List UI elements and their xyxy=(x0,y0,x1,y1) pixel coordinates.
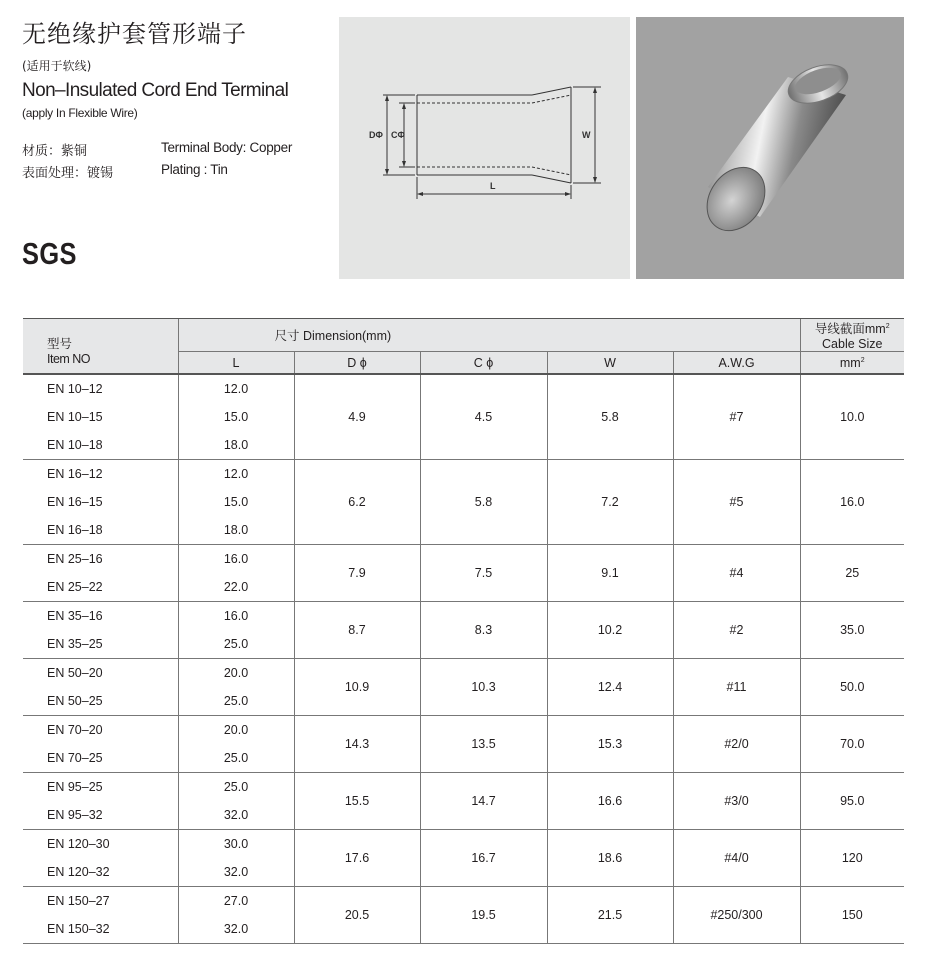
length-cell: 25.0 xyxy=(178,773,294,802)
cable-size-header-cn: 导线截面mm xyxy=(814,322,886,336)
cable-size-header-sup: 2 xyxy=(885,322,890,330)
length-cell: 30.0 xyxy=(178,830,294,859)
product-photo xyxy=(636,17,904,279)
outer-diameter-cell: 6.2 xyxy=(294,460,420,545)
length-cell: 12.0 xyxy=(178,374,294,403)
length-l-label: L xyxy=(490,181,496,191)
col-header-c: C ϕ xyxy=(420,352,547,375)
width-cell: 18.6 xyxy=(547,830,673,887)
width-w-label: W xyxy=(582,130,591,140)
cable-mm2-cell: 150 xyxy=(800,887,904,944)
plating-value: Plating : Tin xyxy=(161,162,228,177)
inner-diameter-cell: 7.5 xyxy=(420,545,547,602)
sgs-certification-mark: SGS xyxy=(22,236,77,271)
width-cell: 7.2 xyxy=(547,460,673,545)
table-row xyxy=(23,773,904,802)
item-number-cell: EN 10–12 xyxy=(47,382,103,396)
item-number-cell: EN 95–32 xyxy=(23,801,178,830)
item-number-cell: EN 120–32 xyxy=(23,858,178,887)
length-cell: 20.0 xyxy=(178,716,294,745)
col-header-mm2-text: mm xyxy=(839,355,861,370)
cable-mm2-cell: 95.0 xyxy=(800,773,904,830)
length-cell: 32.0 xyxy=(178,801,294,830)
table-row xyxy=(23,887,904,916)
table-row xyxy=(23,545,904,574)
product-title-en: Non–Insulated Cord End Terminal xyxy=(22,80,289,101)
awg-cell: #3/0 xyxy=(673,773,800,830)
col-header-d: D ϕ xyxy=(294,352,420,375)
col-header-mm2-sup: 2 xyxy=(860,356,865,364)
awg-cell: #250/300 xyxy=(673,887,800,944)
product-subtitle-cn: (适用于软线) xyxy=(22,59,92,73)
material-label: 材质：紫铜 xyxy=(22,144,88,159)
diameter-c-label: CΦ xyxy=(391,130,405,140)
item-number-cell: EN 95–25 xyxy=(47,780,103,794)
table-row xyxy=(23,602,904,631)
item-number-cell: EN 70–25 xyxy=(23,744,178,773)
item-number-cell: EN 150–32 xyxy=(23,915,178,944)
item-number-cell: EN 35–16 xyxy=(47,609,103,623)
item-number-cell: EN 70–20 xyxy=(47,723,103,737)
terminal-dimension-drawing xyxy=(339,17,630,279)
awg-cell: #4 xyxy=(673,545,800,602)
length-cell: 18.0 xyxy=(178,516,294,545)
awg-cell: #7 xyxy=(673,374,800,460)
table-row xyxy=(23,716,904,745)
awg-cell: #2/0 xyxy=(673,716,800,773)
item-header-en: Item NO xyxy=(23,352,178,375)
table-body xyxy=(23,374,904,944)
inner-diameter-cell: 10.3 xyxy=(420,659,547,716)
item-number-cell: EN 25–16 xyxy=(47,552,103,566)
item-number-cell: EN 120–30 xyxy=(47,837,110,851)
length-cell: 25.0 xyxy=(178,744,294,773)
awg-cell: #4/0 xyxy=(673,830,800,887)
item-number-cell: EN 16–12 xyxy=(47,467,103,481)
cable-size-header-en: Cable Size xyxy=(822,337,883,351)
cable-size-header xyxy=(800,319,904,352)
product-title-cn: 无绝缘护套管形端子 xyxy=(22,20,247,48)
col-header-awg: A.W.G xyxy=(673,352,800,375)
item-number-cell: EN 50–25 xyxy=(23,687,178,716)
outer-diameter-cell: 15.5 xyxy=(294,773,420,830)
length-cell: 12.0 xyxy=(178,460,294,489)
technical-drawing xyxy=(339,17,630,279)
item-number-cell: EN 16–15 xyxy=(47,495,103,509)
item-number-cell: EN 35–25 xyxy=(23,630,178,659)
cable-mm2-cell: 70.0 xyxy=(800,716,904,773)
awg-cell: #11 xyxy=(673,659,800,716)
table-row xyxy=(23,830,904,859)
awg-cell: #2 xyxy=(673,602,800,659)
header-row-bottom xyxy=(23,352,904,375)
table-row xyxy=(23,374,904,403)
inner-diameter-cell: 14.7 xyxy=(420,773,547,830)
outer-diameter-cell: 8.7 xyxy=(294,602,420,659)
width-cell: 9.1 xyxy=(547,545,673,602)
item-number-cell: EN 10–18 xyxy=(23,431,178,460)
length-cell: 20.0 xyxy=(178,659,294,688)
col-header-l: L xyxy=(178,352,294,375)
width-cell: 10.2 xyxy=(547,602,673,659)
inner-diameter-cell: 13.5 xyxy=(420,716,547,773)
outer-diameter-cell: 10.9 xyxy=(294,659,420,716)
width-cell: 21.5 xyxy=(547,887,673,944)
inner-diameter-cell: 4.5 xyxy=(420,374,547,460)
item-number-cell: EN 50–20 xyxy=(47,666,103,680)
width-cell: 16.6 xyxy=(547,773,673,830)
item-number-cell: EN 150–27 xyxy=(47,894,110,908)
outer-diameter-cell: 20.5 xyxy=(294,887,420,944)
plating-label: 表面处理：镀锡 xyxy=(22,166,114,181)
outer-diameter-cell: 4.9 xyxy=(294,374,420,460)
width-cell: 5.8 xyxy=(547,374,673,460)
cable-mm2-cell: 50.0 xyxy=(800,659,904,716)
cable-mm2-cell: 120 xyxy=(800,830,904,887)
inner-diameter-cell: 8.3 xyxy=(420,602,547,659)
length-cell: 32.0 xyxy=(178,915,294,944)
item-number-cell: EN 16–18 xyxy=(23,516,178,545)
length-cell: 25.0 xyxy=(178,630,294,659)
length-cell: 18.0 xyxy=(178,431,294,460)
length-cell: 22.0 xyxy=(178,573,294,602)
length-cell: 15.0 xyxy=(178,488,294,516)
outer-diameter-cell: 7.9 xyxy=(294,545,420,602)
length-cell: 25.0 xyxy=(178,687,294,716)
inner-diameter-cell: 5.8 xyxy=(420,460,547,545)
item-number-cell: EN 25–22 xyxy=(23,573,178,602)
inner-diameter-cell: 19.5 xyxy=(420,887,547,944)
item-header-cn: 型号 xyxy=(23,319,178,352)
col-header-w: W xyxy=(547,352,673,375)
specification-table xyxy=(23,318,904,944)
cable-mm2-cell: 25 xyxy=(800,545,904,602)
outer-diameter-cell: 14.3 xyxy=(294,716,420,773)
cable-mm2-cell: 35.0 xyxy=(800,602,904,659)
inner-diameter-cell: 16.7 xyxy=(420,830,547,887)
length-cell: 32.0 xyxy=(178,858,294,887)
col-header-mm2 xyxy=(800,352,904,375)
table-row xyxy=(23,460,904,489)
terminal-photo-illustration xyxy=(636,17,904,279)
cable-mm2-cell: 10.0 xyxy=(800,374,904,460)
header-row-top xyxy=(23,319,904,352)
width-cell: 15.3 xyxy=(547,716,673,773)
length-cell: 16.0 xyxy=(178,545,294,574)
material-value: Terminal Body: Copper xyxy=(161,140,293,155)
length-cell: 15.0 xyxy=(178,403,294,431)
awg-cell: #5 xyxy=(673,460,800,545)
diameter-d-label: DΦ xyxy=(369,130,383,140)
length-cell: 16.0 xyxy=(178,602,294,631)
product-subtitle-en: (apply In Flexible Wire) xyxy=(22,106,138,120)
cable-mm2-cell: 16.0 xyxy=(800,460,904,545)
length-cell: 27.0 xyxy=(178,887,294,916)
item-number-cell: EN 10–15 xyxy=(47,410,103,424)
outer-diameter-cell: 17.6 xyxy=(294,830,420,887)
table-row xyxy=(23,659,904,688)
width-cell: 12.4 xyxy=(547,659,673,716)
dimension-header: 尺寸 Dimension(mm) xyxy=(178,319,800,352)
